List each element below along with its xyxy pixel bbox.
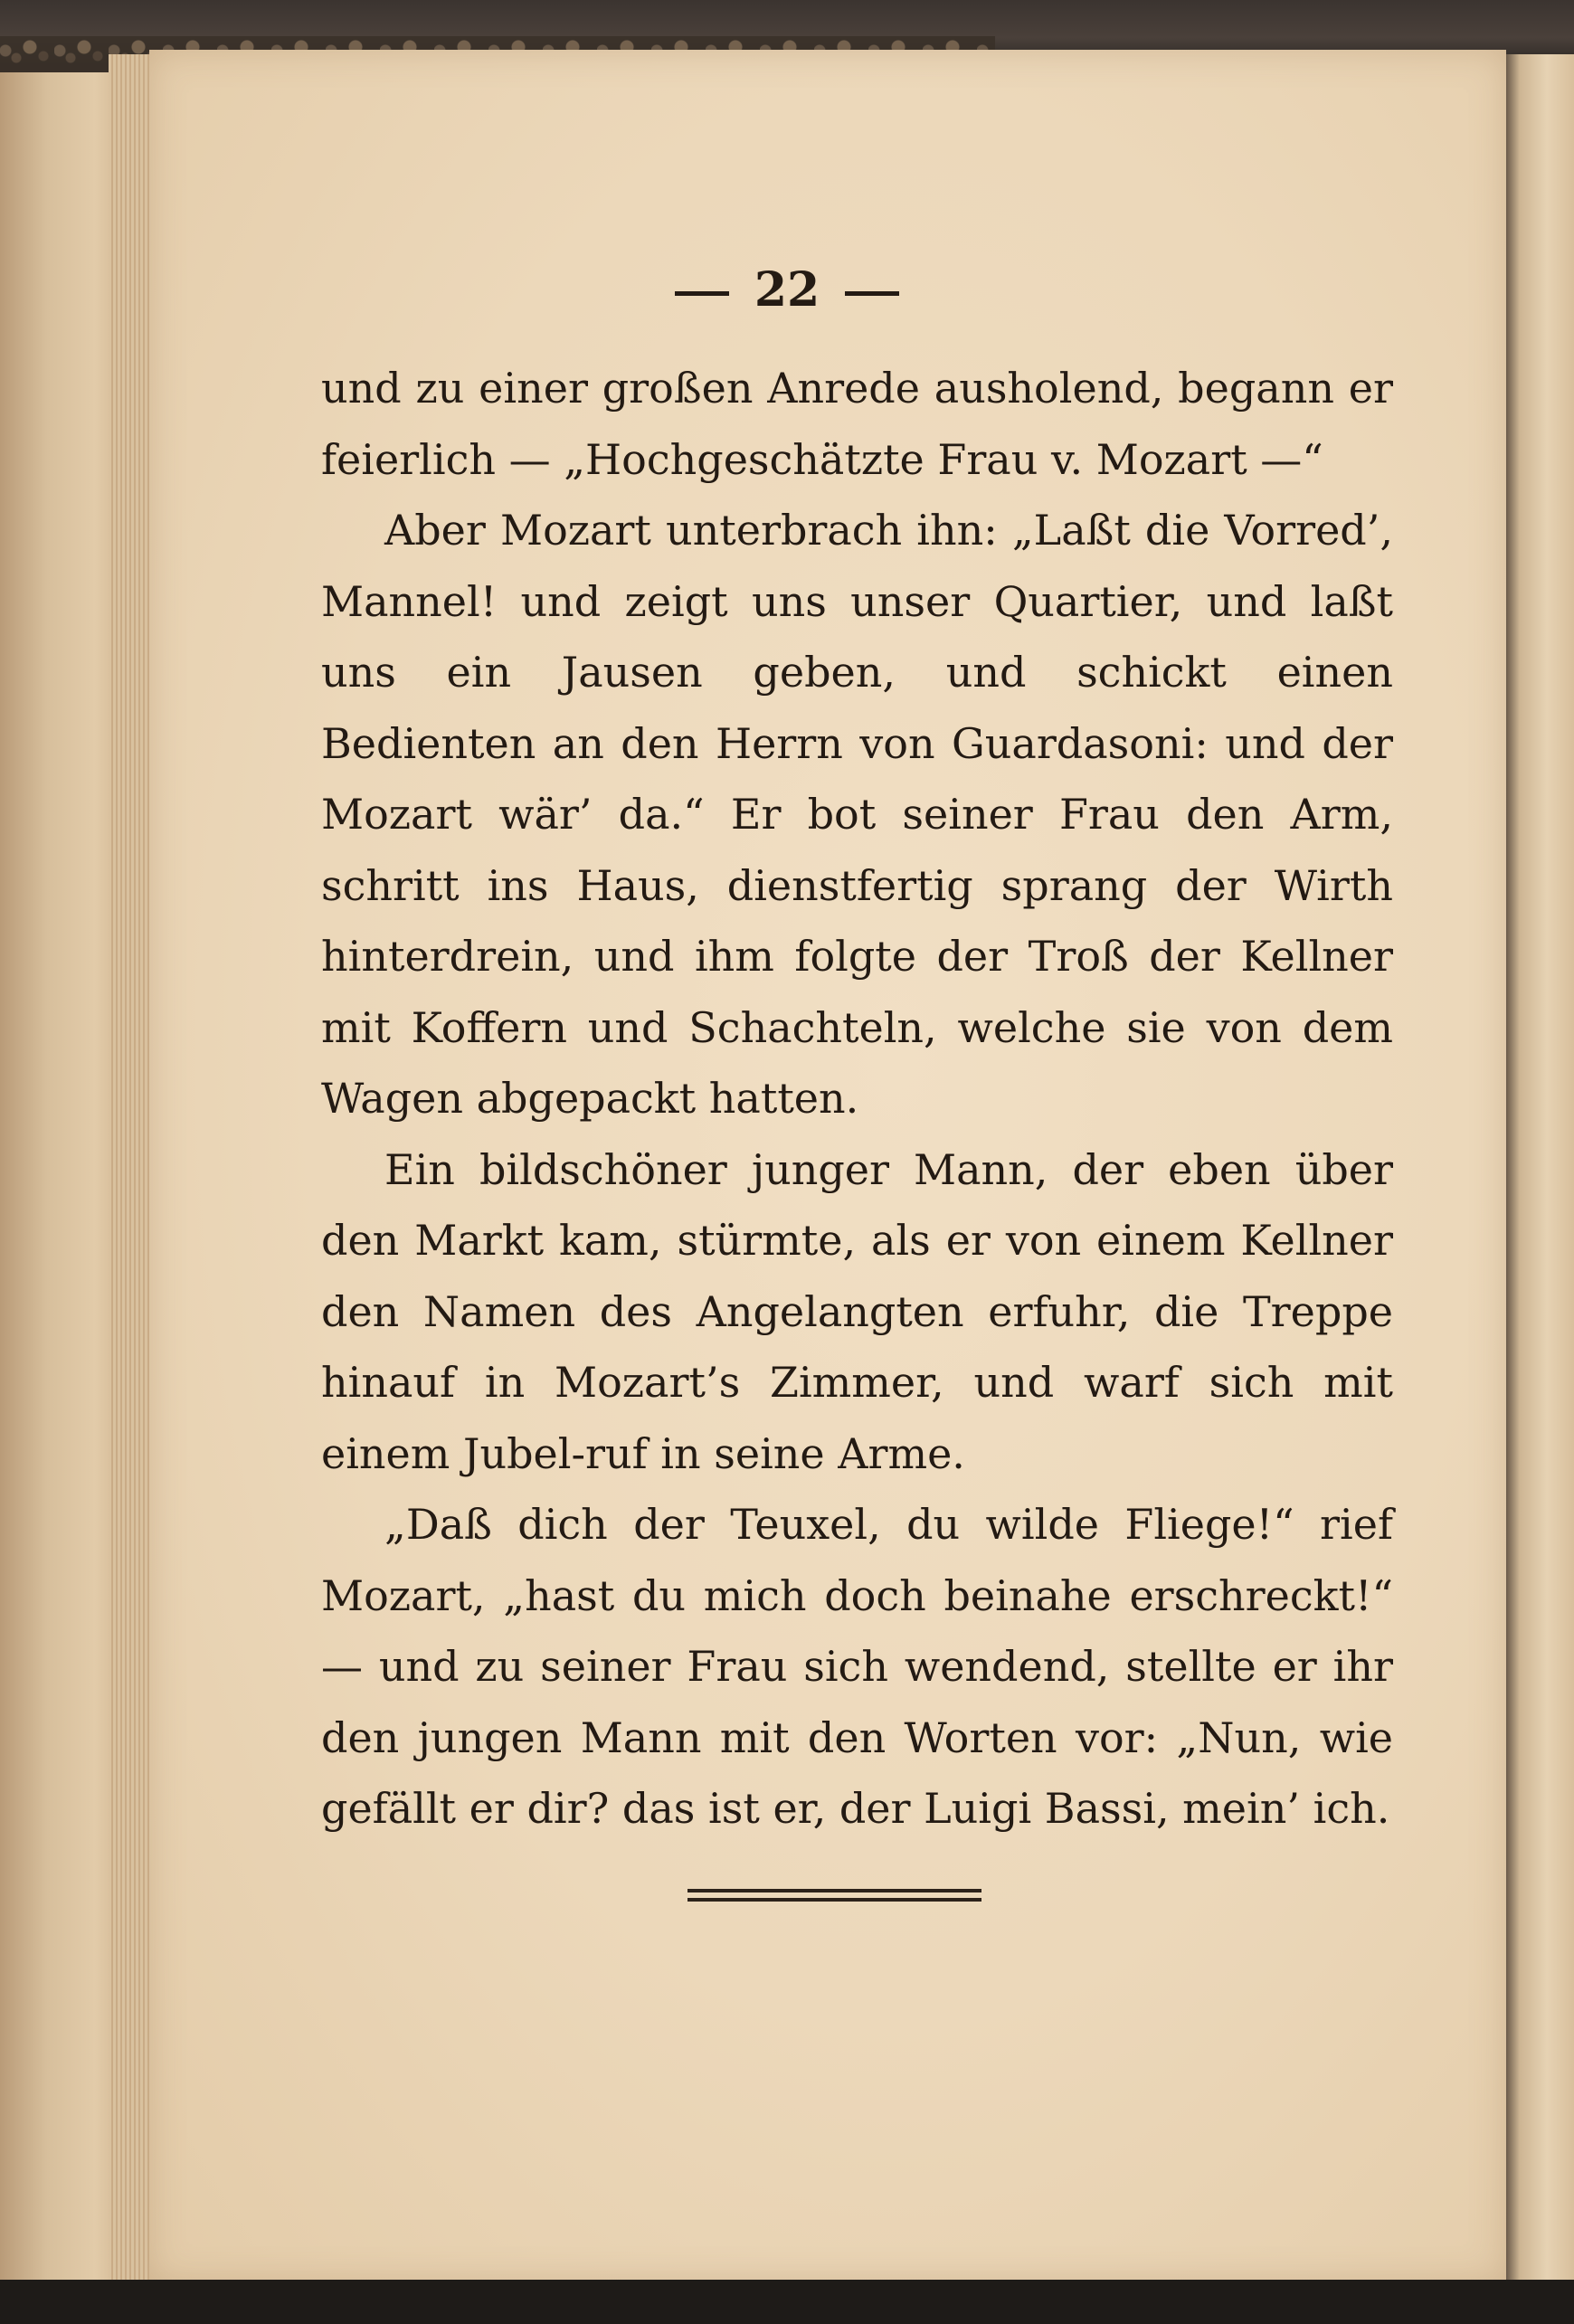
- page-number: 22: [754, 262, 820, 318]
- paragraph-4: „Daß dich der Teuxel, du wilde Fliege!“ rief Mozart, „hast du mich doch beinahe erschreckt!“ — und zu seiner Frau sich wendend, stellte er ihr den jungen Mann mit den Worten vor: „Nun, wie gefällt er dir? das ist er, der Luigi Bassi, mein’ ich.: [321, 1500, 1393, 1833]
- paragraph-3: Ein bildschöner junger Mann, der eben über den Markt kam, stürmte, als er von einem Kellner den Namen des Angelangten erfuhr, die Treppe hinauf in Mozart’s Zimmer, und warf sich mit einem Jubel-ruf in seine Arme.: [321, 1144, 1393, 1478]
- bottom-background: [0, 2280, 1574, 2324]
- page-number-header: [0, 262, 1574, 318]
- paper-blemish: [1045, 2234, 1081, 2253]
- end-rule: [687, 1889, 981, 1907]
- page-edges: [109, 54, 154, 2289]
- body-text: [321, 353, 1393, 1845]
- dash-left: [675, 291, 729, 296]
- paragraph-1: und zu einer großen Anrede ausholend, begann er feierlich — „Hochgeschätzte Frau v. Mozart —“: [321, 364, 1393, 484]
- paragraph-2: Aber Mozart unterbrach ihn: „Laßt die Vorred’, Mannel! und zeigt uns unser Quartier, und laßt uns ein Jausen geben, und schickt einen Bedienten an den Herrn von Guardasoni: und der Mozart wär’ da.“ Er bot seiner Frau den Arm, schritt ins Haus, dienstfertig sprang der Wirth hinterdrein, und ihm folgte der Troß der Kellner mit Koffern und Schachteln, welche sie von dem Wagen abgepackt hatten.: [321, 506, 1393, 1123]
- end-rule-line-top: [687, 1889, 981, 1892]
- right-page-edge: [1506, 54, 1574, 2280]
- end-rule-line-bottom: [687, 1898, 981, 1902]
- dash-right: [845, 291, 899, 296]
